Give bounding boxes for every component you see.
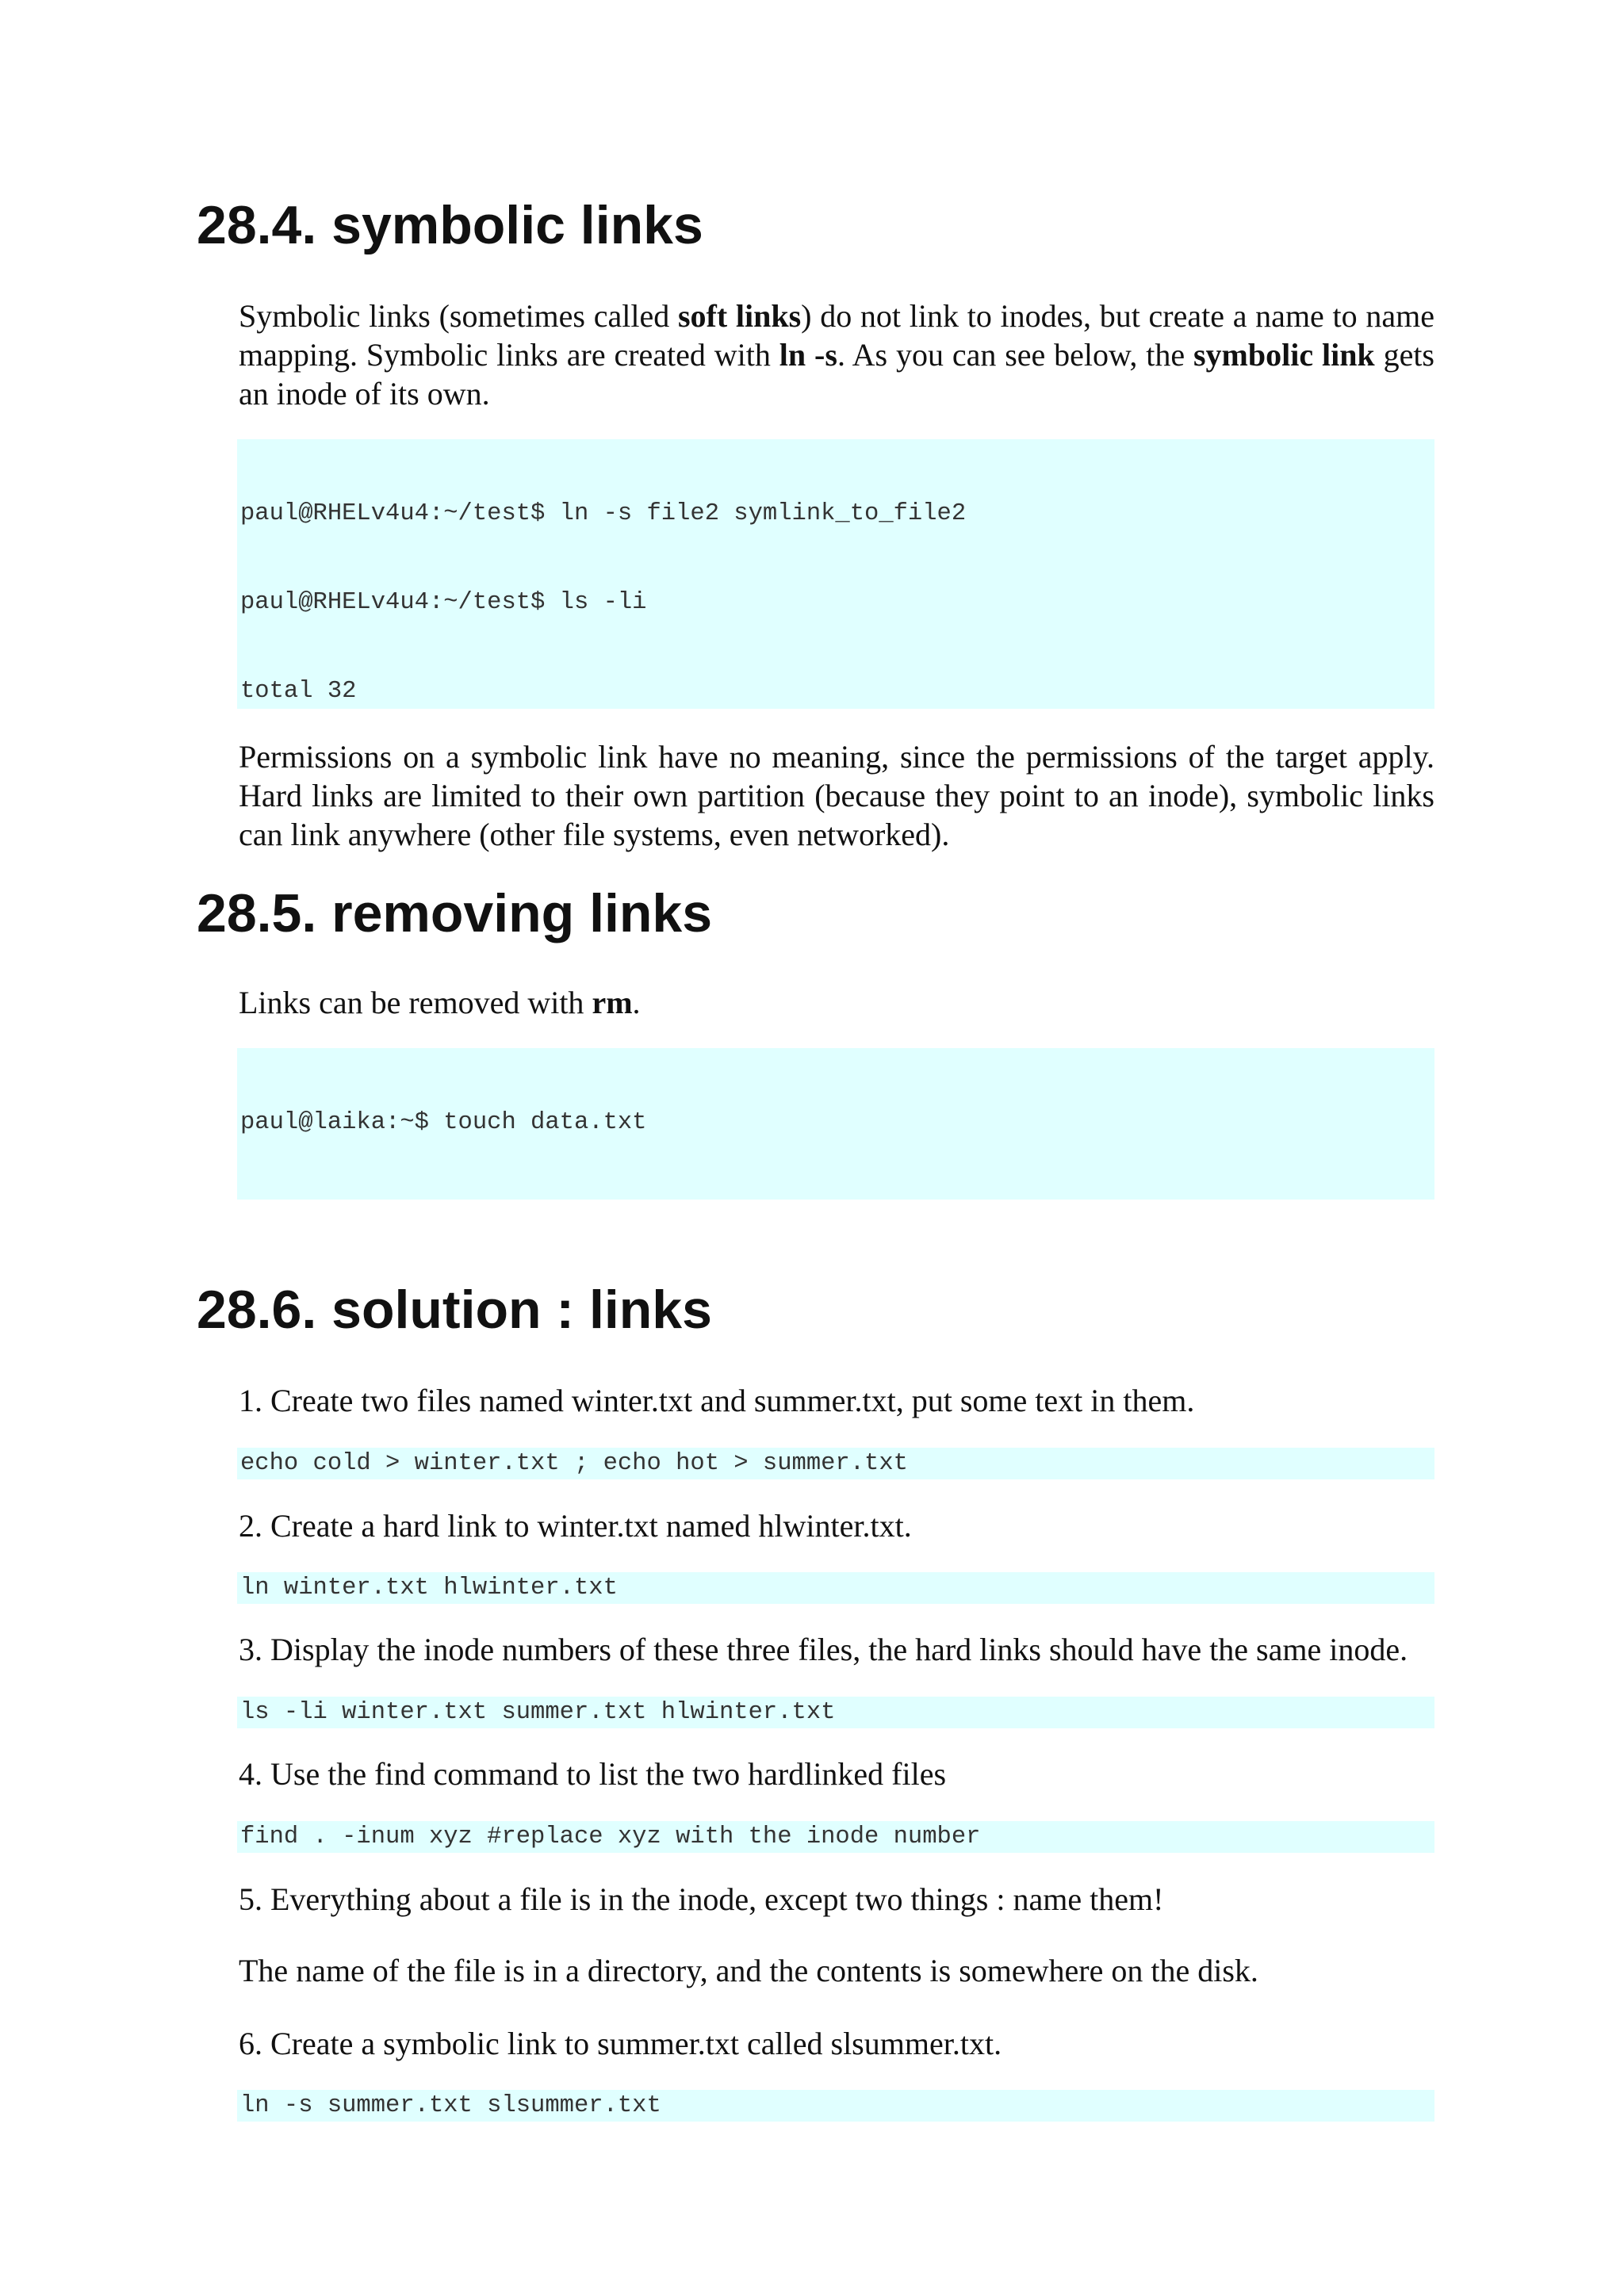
solution-step-5: 5. Everything about a file is in the inode, except two things : name them!: [239, 1881, 1164, 1917]
code-line: [240, 1197, 1431, 1200]
solution-step-4: 4. Use the find command to list the two hardlinked files: [239, 1756, 947, 1792]
code-line: paul@RHELv4u4:~/test$ ls -li: [240, 589, 647, 617]
solution-step-6: 6. Create a symbolic link to summer.txt called slsummer.txt.: [239, 2026, 1002, 2061]
solution-step-2: 2. Create a hard link to winter.txt named hlwinter.txt.: [239, 1508, 912, 1544]
code-step-1: echo cold > winter.txt ; echo hot > summer.txt: [237, 1448, 1434, 1479]
code-step-4: find . -inum xyz #replace xyz with the inode number: [237, 1821, 1434, 1853]
removing-links-intro: Links can be removed with rm.: [239, 985, 641, 1020]
section-heading-solution-links: 28.6. solution : links: [197, 1280, 712, 1340]
term-rm: rm: [592, 985, 633, 1020]
term-symbolic-link: symbolic link: [1193, 337, 1375, 373]
solution-answer-5: The name of the file is in a directory, and the contents is somewhere on the disk.: [239, 1953, 1258, 1988]
code-step-2: ln winter.txt hlwinter.txt: [237, 1572, 1434, 1604]
solution-step-3: 3. Display the inode numbers of these three files, the hard links should have the same inode.: [239, 1632, 1408, 1667]
code-block-removing-links: [237, 1048, 1434, 1200]
code-block-symlink-listing: [237, 439, 1434, 709]
solution-step-1: 1. Create two files named winter.txt and summer.txt, put some text in them.: [239, 1383, 1195, 1418]
code-line: paul@laika:~$ touch data.txt: [240, 1109, 647, 1137]
code-line: total 32: [240, 677, 357, 705]
section-heading-removing-links: 28.5. removing links: [197, 883, 713, 943]
term-ln-s: ln -s: [779, 337, 837, 373]
term-soft-links: soft links: [677, 298, 802, 334]
code-step-3: ls -li winter.txt summer.txt hlwinter.txt: [237, 1697, 1434, 1728]
code-line: paul@RHELv4u4:~/test$ ln -s file2 symlink_to_file2: [240, 500, 967, 528]
symbolic-links-intro: Symbolic links (sometimes called soft links) do not link to inodes, but create a name to name mapping. Symbolic links are created with ln -s. As you can see below, the symbolic link gets an inode of its own.: [239, 298, 1435, 411]
symbolic-links-permissions-paragraph: Permissions on a symbolic link have no meaning, since the permissions of the target apply. Hard links are limited to their own partition (because they point to an inode), symbolic links can link anywhere (other file systems, even networked).: [239, 739, 1434, 852]
code-step-6: ln -s summer.txt slsummer.txt: [237, 2090, 1434, 2122]
section-heading-symbolic-links: 28.4. symbolic links: [197, 195, 703, 255]
